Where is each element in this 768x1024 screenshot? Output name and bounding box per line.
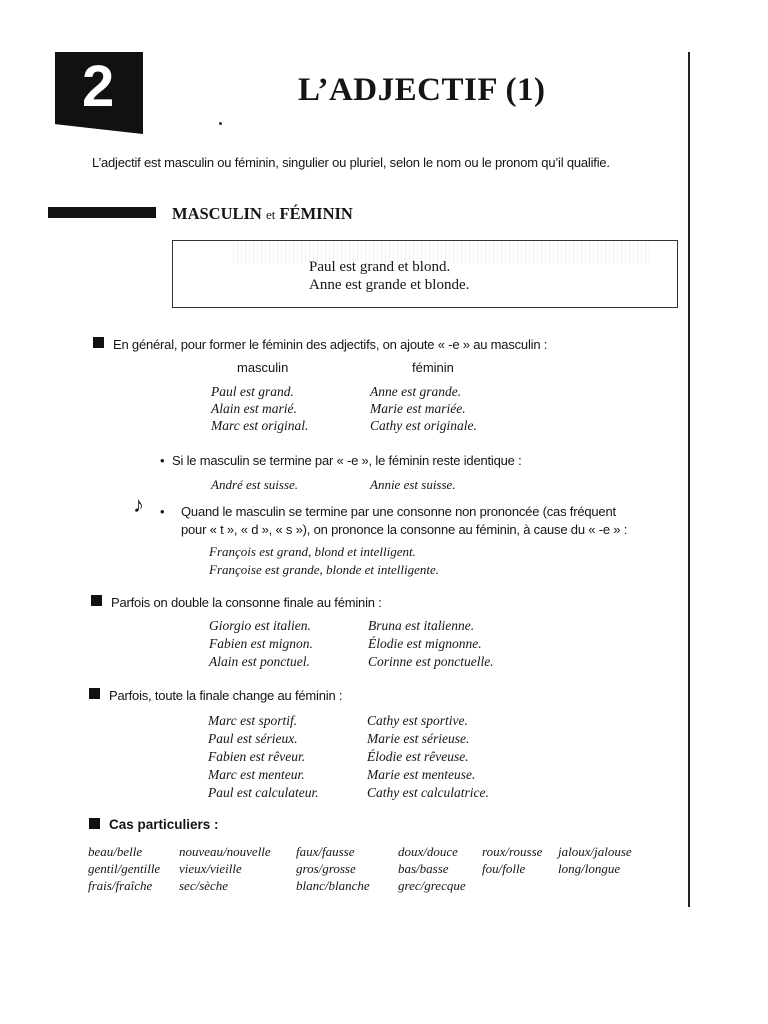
example-line: Françoise est grande, blonde et intelligente.: [209, 562, 439, 577]
example-masc: Paul est calculateur.: [208, 785, 319, 800]
section-title: [172, 203, 353, 226]
square-bullet: [89, 688, 100, 699]
cas-item: vieux/vieille: [179, 861, 242, 876]
cas-item: frais/fraîche: [88, 878, 153, 893]
example-fem: Marie est sérieuse.: [367, 731, 470, 746]
section-title-et: et: [265, 207, 276, 222]
cas-item: beau/belle: [88, 844, 143, 859]
example-fem: Bruna est italienne.: [368, 618, 475, 633]
box-line-1: Paul est grand et blond.: [309, 259, 451, 275]
example-fem: Élodie est rêveuse.: [367, 749, 469, 764]
col-header-masculin: masculin: [237, 360, 289, 375]
rule-3-text: Parfois, toute la finale change au féminin :: [109, 688, 343, 703]
example-fem: Anne est grande.: [370, 384, 462, 399]
section-title-feminin: FÉMININ: [279, 204, 353, 223]
example-fem: Marie est mariée.: [370, 401, 466, 416]
bullet-marker: •: [160, 504, 165, 519]
cas-item: gentil/gentille: [88, 861, 161, 876]
square-bullet: [89, 818, 100, 829]
cas-item: faux/fausse: [296, 844, 355, 859]
cas-item: grec/grecque: [398, 878, 466, 893]
cas-item: doux/douce: [398, 844, 458, 859]
col-header-feminin: féminin: [412, 360, 454, 375]
page-title: L’ADJECTIF (1): [298, 72, 546, 108]
square-bullet: [91, 595, 102, 606]
bullet-marker: •: [160, 453, 165, 468]
example-line: François est grand, blond et intelligent.: [209, 544, 416, 559]
bullet-1-text: Si le masculin se termine par « -e », le féminin reste identique :: [172, 453, 522, 468]
example-fem: Cathy est calculatrice.: [367, 785, 489, 800]
example-masc: Paul est grand.: [211, 384, 294, 399]
cas-item: jaloux/jalouse: [558, 844, 632, 859]
cas-item: roux/rousse: [482, 844, 543, 859]
square-bullet: [93, 337, 104, 348]
cas-item: fou/folle: [482, 861, 526, 876]
intro-text: L’adjectif est masculin ou féminin, singulier ou pluriel, selon le nom ou le pronom qu’il qualifie.: [92, 155, 610, 170]
example-fem: Marie est menteuse.: [367, 767, 476, 782]
section-bar: [48, 207, 156, 218]
example-masc: Paul est sérieux.: [208, 731, 298, 746]
example-masc: Marc est original.: [211, 418, 309, 433]
example-masc: André est suisse.: [211, 477, 299, 492]
example-fem: Corinne est ponctuelle.: [368, 654, 494, 669]
right-margin-rule: [688, 52, 690, 907]
example-fem: Cathy est sportive.: [367, 713, 468, 728]
example-masc: Alain est marié.: [211, 401, 297, 416]
example-masc: Fabien est mignon.: [209, 636, 313, 651]
example-fem: Annie est suisse.: [370, 477, 456, 492]
rule-1-text: En général, pour former le féminin des adjectifs, on ajoute « -e » au masculin :: [113, 337, 548, 352]
example-masc: Giorgio est italien.: [209, 618, 311, 633]
section-title-masculin: MASCULIN: [172, 204, 262, 223]
cas-item: sec/sèche: [179, 878, 229, 893]
cas-item: gros/grosse: [296, 861, 356, 876]
example-masc: Marc est menteur.: [208, 767, 305, 782]
cas-item: nouveau/nouvelle: [179, 844, 271, 859]
cas-item: bas/basse: [398, 861, 449, 876]
example-fem: Élodie est mignonne.: [368, 636, 482, 651]
cas-item: blanc/blanche: [296, 878, 370, 893]
cas-item: long/longue: [558, 861, 621, 876]
example-fem: Cathy est originale.: [370, 418, 477, 433]
speck: [219, 122, 222, 125]
example-masc: Alain est ponctuel.: [209, 654, 310, 669]
example-masc: Marc est sportif.: [208, 713, 298, 728]
example-masc: Fabien est rêveur.: [208, 749, 306, 764]
music-note-icon: ♪: [133, 492, 144, 517]
box-line-2: Anne est grande et blonde.: [309, 277, 470, 293]
chapter-number: 2: [82, 54, 115, 119]
cas-particuliers-title: Cas particuliers :: [109, 817, 219, 832]
bullet-2-line-1: Quand le masculin se termine par une consonne non prononcée (cas fréquent: [181, 504, 616, 519]
rule-2-text: Parfois on double la consonne finale au féminin :: [111, 595, 382, 610]
bullet-2-line-2: pour « t », « d », « s »), on prononce la consonne au féminin, à cause du « -e » :: [181, 522, 628, 537]
